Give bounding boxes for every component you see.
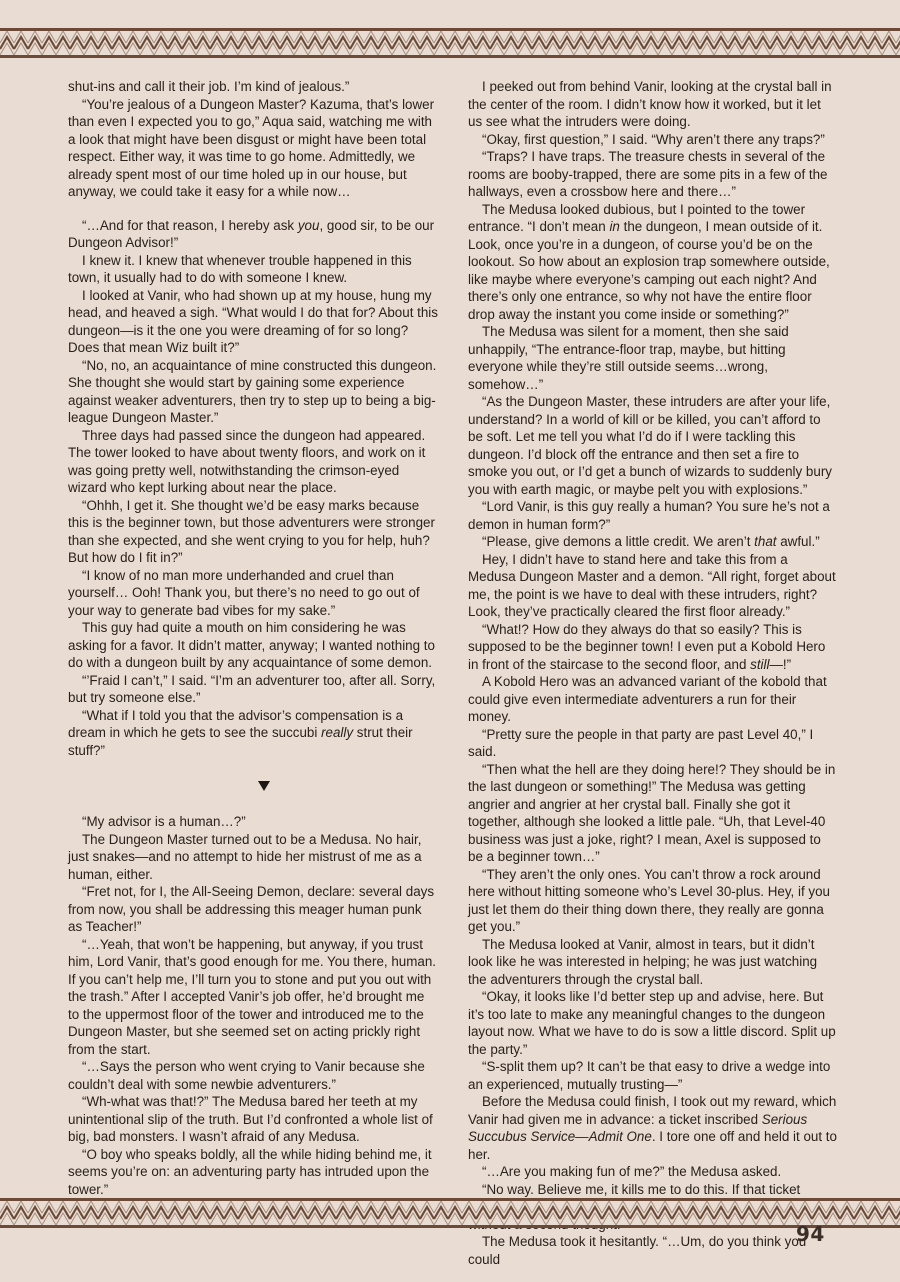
page-number: 94 — [796, 1222, 825, 1246]
paragraph: “What if I told you that the advisor’s compensation is a dream in which he gets to see the succubi really strut their stuff?” — [68, 707, 413, 758]
paragraph: “Ohhh, I get it. She thought we’d be easy marks because this is the beginner town, but those adventurers were stronger than she expected, and she went crying to you for help, huh? But how do I fit in?” — [68, 497, 435, 565]
paragraph: I knew it. I knew that whenever trouble happened in this town, it usually had to do with someone I knew. — [68, 252, 412, 285]
paragraph: The Medusa looked at Vanir, almost in tears, but it didn’t look like he was interested in helping; he was just watching the adventurers through the crystal ball. — [468, 936, 818, 987]
paragraph: “As the Dungeon Master, these intruders are after your life, understand? In a world of kill or be killed, you can’t afford to be soft. Let me tell you what I’d do if I were tackling this dungeon. I’d block off the entrance and then set a fire to smoke you out, or I’d get a bunch of wizards to suddenly bury you with earth magic, or maybe pelt you with explosions.” — [468, 394, 832, 497]
paragraph: “Wh-what was that!?” The Medusa bared her teeth at my unintentional slip of the truth. But I’d confronted a whole list of big, bad monsters. I wasn’t afraid of any Medusa. — [68, 1094, 433, 1144]
paragraph: “Okay, first question,” I said. “Why aren’t there any traps?” — [482, 131, 825, 147]
paragraph: “’Fraid I can’t,” I said. “I’m an adventurer too, after all. Sorry, but try someone else.” — [68, 672, 436, 705]
paragraph: “No way. Believe me, it kills me to do this. If that ticket — [482, 1181, 801, 1197]
bottom-border — [0, 1198, 900, 1228]
paragraph: “Then what the hell are they doing here!? They should be in the last dungeon or something!” The Medusa was getting angrier and angrier at her crystal ball. Finally she got it together, although she looked a little pale. “Uh, that Level-40 business was just a joke, right? I mean, Axel is supposed to be a beginner town…” — [468, 761, 836, 864]
right-column — [468, 78, 838, 1268]
top-border — [0, 28, 900, 58]
paragraph: The Dungeon Master turned out to be a Medusa. No hair, just snakes—and no attempt to hide her mistrust of me as a human, either. — [68, 831, 422, 882]
paragraph: I looked at Vanir, who had shown up at my house, hung my head, and heaved a sigh. “What would I do that for? About this dungeon—is it the one you were dreaming of for so long? Does that mean Wiz built it?” — [68, 287, 438, 355]
paragraph: “They aren’t the only ones. You can’t throw a rock around here without hitting someone who’s Level 30-plus. Hey, if you just let them do their thing down there, they really are gonna get you.” — [468, 866, 830, 934]
zigzag-border-pattern-top — [0, 31, 900, 55]
paragraph: “You’re jealous of a Dungeon Master? Kazuma, that’s lower than even I expected you to go,” Aqua said, watching me with a look that might have been disgust or might have been total respect. Either way, it was time to go home. Admittedly, we already spent most of our time holed up in our house, but anyway, we could take it easy for a while now… — [68, 96, 435, 199]
paragraph: “S-split them up? It can’t be that easy to drive a wedge into an experienced, mutually trusting—” — [468, 1059, 831, 1092]
paragraph: “No, no, an acquaintance of mine constructed this dungeon. She thought she would start by gaining some experience against weaker adventurers, then try to step up to being a big-league Dungeon Master.” — [68, 357, 437, 425]
down-triangle-icon — [258, 781, 270, 791]
paragraph: “Fret not, for I, the All-Seeing Demon, declare: several days from now, you shall be addressing this meager human punk as Teacher!” — [68, 884, 435, 934]
paragraph: The Medusa was silent for a moment, then she said unhappily, “The entrance-floor trap, maybe, but hitting everyone while they’re still outside seems…wrong, somehow…” — [468, 324, 789, 392]
paragraph: “Okay, it looks like I’d better step up and advise, here. But it’s too late to make any meaningful changes to the dungeon layout now. What we have to do is sow a little discord. Split up the party.” — [468, 989, 836, 1057]
scene-break — [68, 759, 438, 813]
paragraph: “Lord Vanir, is this guy really a human? You sure he’s not a demon in human form?” — [468, 499, 830, 532]
paragraph: This guy had quite a mouth on him considering he was asking for a favor. It didn’t matter, anyway; I wanted nothing to do with a dungeon built by any acquaintance of some demon. — [68, 620, 435, 670]
paragraph: “What!? How do they always do that so easily? This is supposed to be the beginner town! I even put a Kobold Hero in front of the staircase to the second floor, and still—!” — [468, 621, 826, 672]
paragraph: Before the Medusa could finish, I took out my reward, which Vanir had given me in advance: a ticket inscribed Serious Succubus Service—Admit One. I tore one off and held it out to her. — [468, 1094, 837, 1162]
paragraph: “…And for that reason, I hereby ask you, good sir, to be our Dungeon Advisor!” — [68, 217, 435, 250]
paragraph: “…Yeah, that won’t be happening, but anyway, if you trust him, Lord Vanir, that’s good enough for me. You there, human. If you can’t help me, I’ll turn you to stone and put you out with the trash.” After I accepted Vanir’s job offer, he’d brought me to the uppermost floor of the tower and introduced me to the Dungeon Master, but she seemed set on acting prickly right from the start. — [68, 936, 436, 1057]
paragraph: “I know of no man more underhanded and cruel than yourself… Ooh! Thank you, but there’s no need to go out of your way to generate bad vibes for my sake.” — [68, 567, 420, 618]
paragraph: “O boy who speaks boldly, all the while hiding behind me, it seems you’re on: an adventuring party has intruded upon the tower.” — [68, 1146, 432, 1197]
paragraph: The Medusa took it hesitantly. “…Um, do you think you could — [468, 1234, 807, 1267]
paragraph: Three days had passed since the dungeon had appeared. The tower looked to have about twenty floors, and work on it was going pretty well, notwithstanding the crimson-eyed wizard who kept lurking about near the place. — [68, 427, 426, 495]
paragraph-gap — [68, 201, 438, 217]
paragraph: “Pretty sure the people in that party are past Level 40,” I said. — [468, 726, 814, 759]
paragraph: “…Are you making fun of me?” the Medusa asked. — [482, 1164, 782, 1179]
zigzag-border-pattern-bottom — [0, 1201, 900, 1225]
paragraph: shut-ins and call it their job. I’m kind of jealous.” — [68, 79, 350, 94]
paragraph: A Kobold Hero was an advanced variant of the kobold that could give even intermediate adventurers a run for their money. — [468, 674, 827, 724]
paragraph: “Please, give demons a little credit. We aren’t that awful.” — [482, 534, 820, 549]
paragraph: Hey, I didn’t have to stand here and take this from a Medusa Dungeon Master and a demon. “All right, forget about me, the point is we have to deal with these intruders, right? Look, they’ve practically cleared the first floor already.” — [468, 551, 836, 619]
paragraph: “…Says the person who went crying to Vanir because she couldn’t deal with some newbie adventurers.” — [68, 1059, 425, 1092]
paragraph: The Medusa looked dubious, but I pointed to the tower entrance. “I don’t mean in the dungeon, I mean outside of it. Look, once you’re in a dungeon, of course you’d be on the lookout. So how about an explosion trap somewhere outside, like maybe where everyone’s camping out each night? And there’s only one entrance, so why not have the entire floor drop away the instant you come inside or something?” — [468, 201, 830, 322]
paragraph: “My advisor is a human…?” — [82, 814, 246, 829]
paragraph: I peeked out from behind Vanir, looking at the crystal ball in the center of the room. I didn’t know how it worked, but it let us see what the intruders were doing. — [468, 79, 832, 129]
paragraph: “Traps? I have traps. The treasure chests in several of the rooms are booby-trapped, there are some pits in a few of the hallways, even a crossbow here and there…” — [468, 149, 828, 199]
left-column — [68, 78, 438, 1198]
